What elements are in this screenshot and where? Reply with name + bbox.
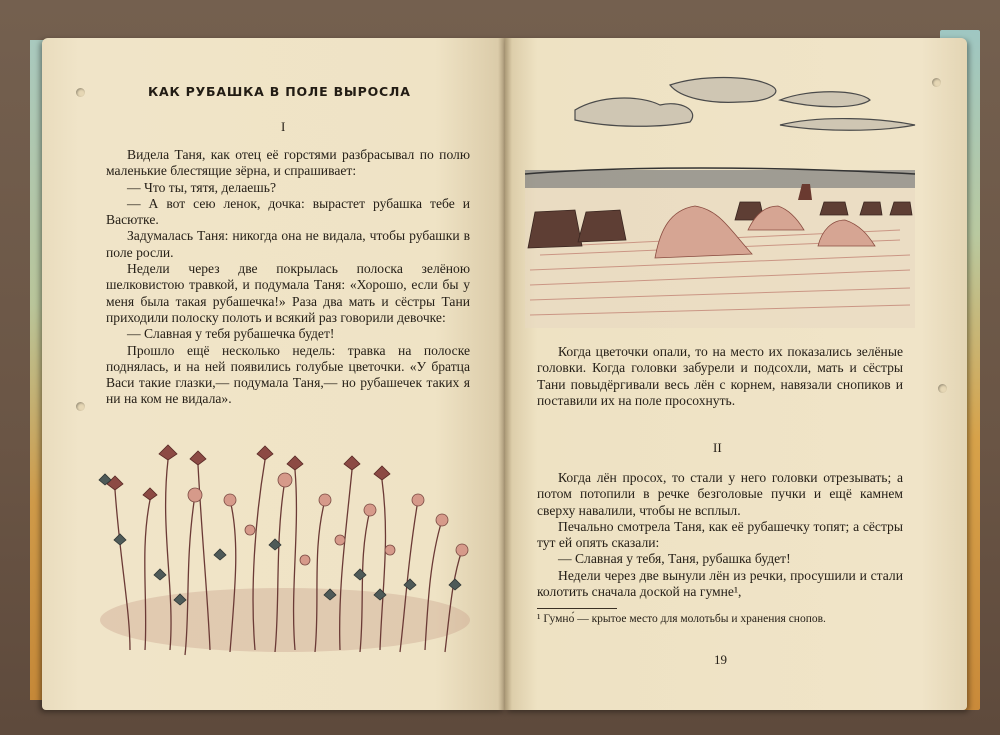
- staple-hole: [932, 78, 941, 87]
- paragraph: Задумалась Таня: никогда она не видала, чтобы рубашки в поле росли.: [106, 228, 470, 260]
- story-title: КАК РУБАШКА В ПОЛЕ ВЫРОСЛА: [148, 84, 411, 99]
- paragraph: — А вот сею ленок, дочка: вырастет рубашка тебе и Васютке.: [106, 195, 470, 228]
- right-page-text-bottom: [537, 470, 903, 600]
- paragraph: Недели через две вынули лён из речки, просушили и стали колотить сначала доской на гумне¹,: [537, 567, 903, 600]
- paragraph: — Славная у тебя рубашечка будет!: [127, 326, 335, 342]
- chapter-number: II: [713, 440, 722, 455]
- page-number: 19: [714, 652, 727, 667]
- flax-flowers-illustration: [90, 440, 480, 660]
- paragraph: Когда цветочки опали, то на место их показались зелёные головки. Когда головки забурели и подсохли, мать и сёстры Тани повыдёргивали весь лён с корнем, навязали снопиков и поставили их на поле просохнуть.: [537, 344, 903, 408]
- paragraph: Прошло ещё несколько недель: травка на полоске поднялась, и на ней появились голубые цветочки. «У братца Васи такие глазки,— подумала Таня,— но рубашечек таких я ни на ком не видала».: [106, 342, 470, 407]
- paragraph: Недели через две покрылась полоска зелёною шелковистою травкой, и подумала Таня: «Хорошо, если бы у меня была такая рубашечка!» Раза два мать и сёстры Тани приходили полоску полоть и всякий раз говорили девочке:: [106, 261, 470, 325]
- staple-hole: [76, 402, 85, 411]
- staple-hole: [938, 384, 947, 393]
- paragraph: Печально смотрела Таня, как её рубашечку топят; а сёстры тут ей опять сказали:: [537, 518, 903, 551]
- chapter-number: I: [281, 119, 286, 134]
- footnote-rule: [537, 608, 617, 609]
- left-page-text: [106, 147, 470, 408]
- book-gutter: [498, 38, 512, 710]
- paragraph: — Славная у тебя, Таня, рубашка будет!: [558, 551, 791, 567]
- paragraph: — Что ты, тятя, делаешь?: [127, 179, 276, 195]
- field-with-flax-sheaves-illustration: [520, 70, 920, 330]
- paragraph: Когда лён просох, то стали у него головки отрезывать; а потом потопили в речке безголовые пучки и ещё камнем сверху навалили, чтобы не всплыл.: [537, 470, 903, 518]
- footnote: ¹ Гумно́ — крытое место для молотьбы и хранения снопов.: [537, 613, 826, 625]
- staple-hole: [76, 88, 85, 97]
- right-page-text-top: [537, 344, 903, 409]
- paragraph: Видела Таня, как отец её горстями разбрасывал по полю маленькие блестящие зёрна, и спрашивает:: [106, 147, 470, 179]
